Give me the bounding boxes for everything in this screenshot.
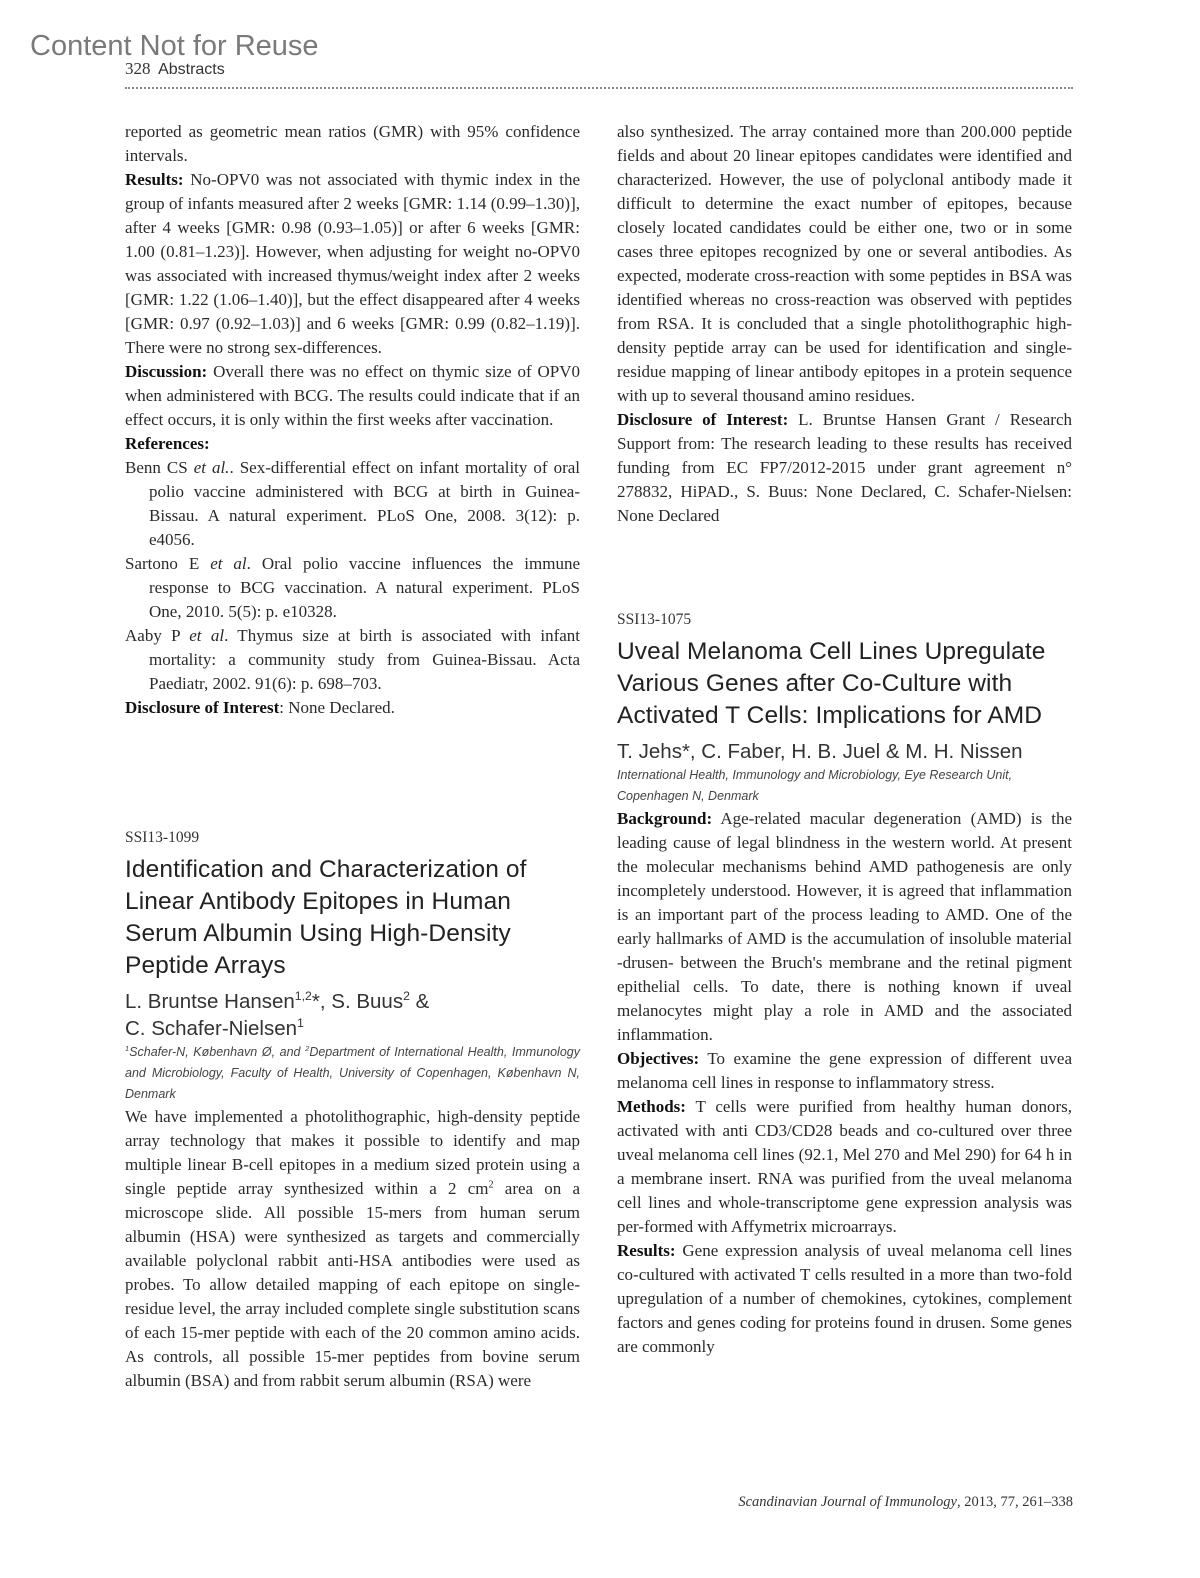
page-footer — [738, 1494, 1073, 1511]
left-column — [125, 120, 580, 720]
discussion-paragraph — [125, 360, 580, 432]
reference-etal: et al — [210, 554, 247, 573]
discussion-label: Discussion: — [125, 362, 208, 381]
section-name: Abstracts — [158, 61, 225, 78]
abstract-title: Identification and Characterization of Linear Antibody Epitopes in Human Serum Albumin Using High-Density Peptide Arrays — [125, 856, 527, 979]
disclosure-label: Disclosure of Interest — [125, 698, 280, 717]
results-paragraph — [617, 1239, 1072, 1359]
author-affil-sup: 1 — [297, 1016, 304, 1031]
journal-name: Scandinavian Journal of Immunology — [738, 1494, 957, 1510]
references-heading — [125, 432, 580, 456]
author-name: *, S. Buus — [311, 990, 404, 1013]
affil-text: Schafer-N, København Ø, and — [129, 1045, 306, 1059]
discussion-text: Overall there was no effect on thymic size of OPV0 when administered with BCG. The results could indicate that if an effect occurs, it is only within the first weeks after vaccination. — [125, 362, 581, 429]
reference-author: Sartono E — [125, 554, 200, 573]
affil-sup: 2 — [305, 1043, 310, 1053]
disclosure-text: L. Bruntse Hansen Grant / Research Support from: The research leading to these results has received funding from EC FP7/2012-2015 under grant agreement n° 278832, HiPAD., S. Buus: None Declared, C. Schafer-Nielsen: None Declared — [617, 410, 1073, 525]
reference-item — [125, 456, 580, 552]
header-divider — [125, 87, 1073, 89]
body-text: area on a microscope slide. All possible 15-mers from human serum albumin (HSA) were synthesized as targets and commercially available polyclonal rabbit anti-HSA antibodies were used as probes. To allow detailed mapping of each epitope on single-residue level, the array included complete single substitution scans of each 15-mer peptide with each of the 20 common amino acids. As controls, all possible 15-mer peptides from bovine serum albumin (BSA) and from rabbit serum albumin (RSA) were — [125, 1179, 580, 1390]
watermark: Content Not for Reuse — [30, 30, 319, 62]
reference-text: . Sex-differential effect on infant mortality of oral polio vaccine administered with BCG at birth in Guinea-Bissau. A natural experiment. PLoS One, 2008. 3(12): p. e4056. — [149, 458, 580, 549]
abstract-title: Uveal Melanoma Cell Lines Upregulate Various Genes after Co-Culture with Activated T Cells: Implications for AMD — [617, 638, 1046, 729]
abstract-body — [125, 1105, 580, 1393]
background-label: Background: — [617, 809, 713, 828]
abstract-id: SSI13-1099 — [125, 829, 200, 846]
author-separator: & — [409, 990, 430, 1013]
abstract-authors: T. Jehs*, C. Faber, H. B. Juel & M. H. Nissen — [617, 740, 1023, 763]
abstract-affiliation — [125, 1042, 580, 1105]
author-name: L. Bruntse Hansen — [125, 990, 295, 1013]
continuation-paragraph: also synthesized. The array contained more than 200.000 peptide fields and about 20 linear epitopes candidates were identified and characterized. However, the use of polyclonal antibody made it difficult to determine the exact number of epitopes, because closely located candidates could be either one, two or in some cases three epitopes recognized by one or several antibodies. As expected, moderate cross-reaction with some peptides in BSA was identified whereas no cross-reaction was observed with peptides from RSA. It is concluded that a single photolithographic high-density peptide array can be used for identification and single-residue mapping of linear antibody epitopes in a protein sequence with up to several thousand amino residues. — [617, 122, 1072, 405]
references-label: References: — [125, 434, 210, 453]
abstract-authors — [125, 988, 580, 1042]
abstract-ssi13-1099 — [125, 826, 580, 1393]
intro-paragraph: reported as geometric mean ratios (GMR) with 95% confidence intervals. — [125, 122, 580, 165]
disclosure-text: : None Declared. — [279, 698, 395, 717]
author-affil-sup: 2 — [403, 989, 410, 1004]
results-text: No-OPV0 was not associated with thymic index in the group of infants measured after 2 weeks [GMR: 1.14 (0.99–1.30)], after 4 weeks [GMR: 0.98 (0.93–1.05)] or after 6 weeks [GMR: 1.00 (0.81–1.23)]. However, when adjusting for weight no-OPV0 was associated with increased thymus/weight index after 2 weeks [GMR: 1.22 (1.06–1.40)], but the effect disappeared after 4 weeks [GMR: 0.97 (0.92–1.03)] and 6 weeks [GMR: 0.99 (0.82–1.19)]. There were no strong sex-differences. — [125, 170, 581, 357]
affil-text: Department of International Health, Immunology and Microbiology, Faculty of Health, University of Copenhagen, København N, Denmark — [125, 1045, 580, 1101]
body-sup: 2 — [488, 1179, 494, 1191]
journal-citation: , 2013, 77, 261–338 — [957, 1494, 1073, 1510]
objectives-label: Objectives: — [617, 1049, 700, 1068]
abstract-id: SSI13-1075 — [617, 611, 692, 628]
results-text: Gene expression analysis of uveal melanoma cell lines co-cultured with activated T cells resulted in a more than two-fold upregulation of a number of chemokines, cytokines, complement factors and genes coding for proteins found in drusen. Some genes are commonly — [617, 1241, 1072, 1356]
affil-sup: 1 — [125, 1043, 130, 1053]
abstract-ssi13-1075 — [617, 608, 1072, 1359]
right-column — [617, 120, 1072, 528]
methods-text: T cells were purified from healthy human donors, activated with anti CD3/CD28 beads and co-cultured over three uveal melanoma cell lines (92.1, Mel 270 and Mel 290) for 64 h in a membrane insert. RNA was purified from the uveal melanoma cell lines and whole-transcriptome gene expression analysis was per-formed with Affymetrix microarrays. — [617, 1097, 1072, 1236]
running-head — [125, 59, 225, 79]
disclosure-paragraph — [125, 696, 580, 720]
reference-text: . Thymus size at birth is associated with infant mortality: a community study from Guinea-Bissau. Acta Paediatr, 2002. 91(6): p. 698–703. — [149, 626, 581, 693]
reference-author: Benn CS — [125, 458, 188, 477]
results-label: Results: — [617, 1241, 676, 1260]
results-label: Results: — [125, 170, 184, 189]
results-paragraph — [125, 168, 580, 360]
methods-paragraph — [617, 1095, 1072, 1239]
author-affil-sup: 1,2 — [294, 989, 312, 1004]
abstract-affiliation: International Health, Immunology and Microbiology, Eye Research Unit, Copenhagen N, Denmark — [617, 768, 1013, 803]
reference-author: Aaby P — [125, 626, 180, 645]
background-paragraph — [617, 807, 1072, 1047]
disclosure-label: Disclosure of Interest: — [617, 410, 789, 429]
reference-text: . Oral polio vaccine influences the immune response to BCG vaccination. A natural experiment. PLoS One, 2010. 5(5): p. e10328. — [149, 554, 580, 621]
objectives-text: To examine the gene expression of different uvea melanoma cell lines in response to inflammatory stress. — [617, 1049, 1073, 1092]
objectives-paragraph — [617, 1047, 1072, 1095]
reference-item — [125, 624, 580, 696]
reference-etal: et al — [189, 626, 225, 645]
reference-etal: et al. — [193, 458, 230, 477]
disclosure-paragraph — [617, 408, 1072, 528]
reference-item — [125, 552, 580, 624]
methods-label: Methods: — [617, 1097, 686, 1116]
author-name: C. Schafer-Nielsen — [125, 1017, 298, 1040]
page-number: 328 — [125, 59, 151, 78]
background-text: Age-related macular degeneration (AMD) is the leading cause of legal blindness in the western world. At present the molecular mechanisms behind AMD pathogenesis are only incompletely understood. However, it is agreed that inflammation is an important part of the process leading to AMD. One of the early hallmarks of AMD is the accumulation of insoluble material -drusen- between the Bruch's membrane and the retinal pigment epithelial cells. To date, there is nothing known if uveal melanocytes might play a role in AMD and the associated inflammation. — [617, 809, 1073, 1044]
body-text: We have implemented a photolithographic, high-density peptide array technology that makes it possible to identify and map multiple linear B-cell epitopes in a medium sized protein using a single peptide array synthesized within a 2 cm — [125, 1107, 580, 1198]
